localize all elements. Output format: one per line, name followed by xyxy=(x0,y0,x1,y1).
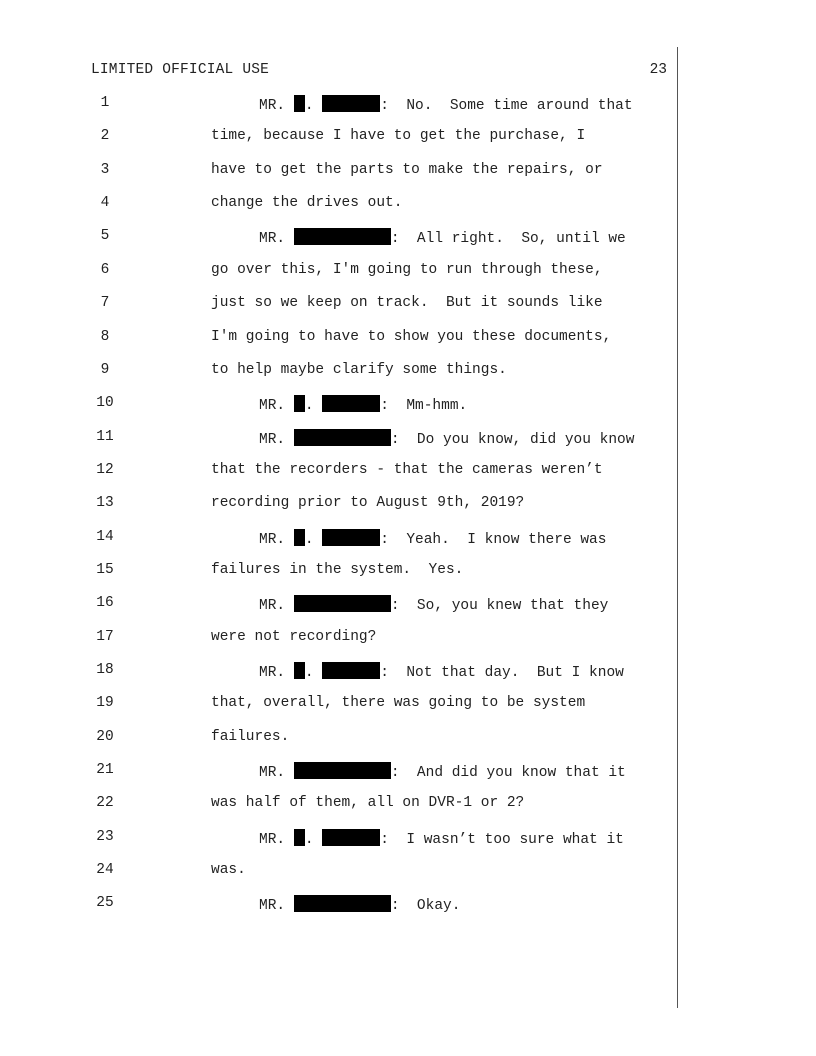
right-margin-rule xyxy=(677,47,678,1008)
line-text xyxy=(259,529,606,548)
redaction-box xyxy=(322,662,380,679)
line-number: 2 xyxy=(100,128,110,145)
line-number: 12 xyxy=(96,461,114,478)
line-number: 11 xyxy=(96,428,114,445)
line-number: 25 xyxy=(96,895,114,912)
line-text xyxy=(211,128,585,144)
text-segment: MR. xyxy=(259,665,294,681)
line-number: 17 xyxy=(96,628,114,645)
text-segment: : All right. So, until we xyxy=(390,231,626,248)
text-segment: MR. xyxy=(259,898,294,915)
text-segment: : Mm-hmm. xyxy=(380,398,468,415)
text-segment: : Do you know, did you know xyxy=(390,431,635,448)
redaction-box xyxy=(294,95,305,112)
line-number: 23 xyxy=(96,828,114,845)
line-text xyxy=(211,695,585,711)
text-segment: that the recorders - that the cameras weren’t xyxy=(211,461,603,478)
text-segment: MR. xyxy=(259,398,294,415)
text-segment: : And did you know that it xyxy=(390,765,626,781)
line-text xyxy=(259,228,626,247)
text-segment: change the drives out. xyxy=(211,195,403,212)
line-text xyxy=(211,329,611,345)
line-text xyxy=(211,795,524,811)
line-text xyxy=(259,95,633,114)
line-number: 3 xyxy=(100,161,110,178)
text-segment: were not recording? xyxy=(211,628,377,645)
line-number: 13 xyxy=(96,495,114,512)
text-segment: was half of them, all on DVR-1 or 2? xyxy=(211,795,525,812)
redaction-box xyxy=(294,895,391,912)
text-segment: MR. xyxy=(259,231,294,248)
line-number: 1 xyxy=(100,95,110,111)
text-segment: just so we keep on track. But it sounds like xyxy=(211,295,603,312)
line-text xyxy=(211,195,402,211)
line-text xyxy=(259,662,624,681)
text-segment: have to get the parts to make the repairs, or xyxy=(211,161,603,178)
line-text xyxy=(211,295,603,311)
line-text xyxy=(259,395,467,414)
line-text xyxy=(211,862,246,878)
line-text xyxy=(259,895,460,914)
redaction-box xyxy=(322,395,380,412)
text-segment: failures. xyxy=(211,728,290,745)
line-number: 4 xyxy=(100,195,110,212)
redaction-box xyxy=(294,595,391,612)
text-segment: . xyxy=(304,98,323,114)
text-segment: . xyxy=(304,398,323,415)
line-text xyxy=(211,462,603,478)
line-number: 16 xyxy=(96,595,114,612)
redaction-box xyxy=(322,829,380,846)
text-segment: : Yeah. I know there was xyxy=(380,531,607,548)
line-text xyxy=(211,495,524,511)
text-segment: : So, you knew that they xyxy=(390,598,609,615)
line-number: 14 xyxy=(96,528,114,545)
line-number: 7 xyxy=(100,295,110,312)
text-segment: : Not that day. But I know xyxy=(380,665,624,681)
text-segment: I'm going to have to show you these documents, xyxy=(211,328,612,345)
line-text xyxy=(211,629,376,645)
line-number: 20 xyxy=(96,728,114,745)
line-number: 6 xyxy=(100,261,110,278)
text-segment: : No. Some time around that xyxy=(380,98,633,114)
line-text xyxy=(211,162,603,178)
line-number: 9 xyxy=(100,361,110,378)
redaction-box xyxy=(294,395,305,412)
line-number: 10 xyxy=(96,395,114,412)
line-text xyxy=(259,595,608,614)
text-segment: was. xyxy=(211,862,246,879)
text-segment: MR. xyxy=(259,531,294,548)
text-segment: to help maybe clarify some things. xyxy=(211,361,507,378)
line-text xyxy=(259,762,626,781)
line-number: 15 xyxy=(96,561,114,578)
text-segment: recording prior to August 9th, 2019? xyxy=(211,495,525,512)
text-segment: MR. xyxy=(259,765,294,781)
text-segment: : Okay. xyxy=(390,898,461,915)
redaction-box xyxy=(322,529,380,546)
text-segment: go over this, I'm going to run through these, xyxy=(211,261,603,278)
line-number: 21 xyxy=(96,762,114,778)
text-segment: MR. xyxy=(259,431,294,448)
text-segment: MR. xyxy=(259,831,294,848)
redaction-box xyxy=(294,429,391,446)
line-number: 24 xyxy=(96,862,114,879)
text-segment: . xyxy=(304,665,323,681)
redaction-box xyxy=(294,529,305,546)
text-segment: that, overall, there was going to be system xyxy=(211,695,586,712)
redaction-box xyxy=(294,662,305,679)
text-segment: failures in the system. Yes. xyxy=(211,561,464,578)
line-text xyxy=(211,729,289,745)
page-number: 23 xyxy=(649,62,667,78)
redaction-box xyxy=(294,228,391,245)
text-segment: . xyxy=(304,831,323,848)
text-segment: MR. xyxy=(259,598,294,615)
redaction-box xyxy=(322,95,380,112)
text-segment: . xyxy=(304,531,323,548)
redaction-box xyxy=(294,762,391,779)
line-number: 22 xyxy=(96,795,114,812)
text-segment: : I wasn’t too sure what it xyxy=(380,831,624,848)
line-text xyxy=(211,562,463,578)
classification-header: LIMITED OFFICIAL USE xyxy=(91,62,270,78)
line-number: 18 xyxy=(96,662,114,678)
line-text xyxy=(211,262,603,278)
line-text xyxy=(259,829,624,848)
line-text xyxy=(211,362,507,378)
redaction-box xyxy=(294,829,305,846)
text-segment: MR. xyxy=(259,98,294,114)
line-number: 5 xyxy=(100,228,110,245)
line-number: 19 xyxy=(96,695,114,712)
text-segment: time, because I have to get the purchase, I xyxy=(211,128,586,145)
line-text xyxy=(259,429,634,448)
line-number: 8 xyxy=(100,328,110,345)
